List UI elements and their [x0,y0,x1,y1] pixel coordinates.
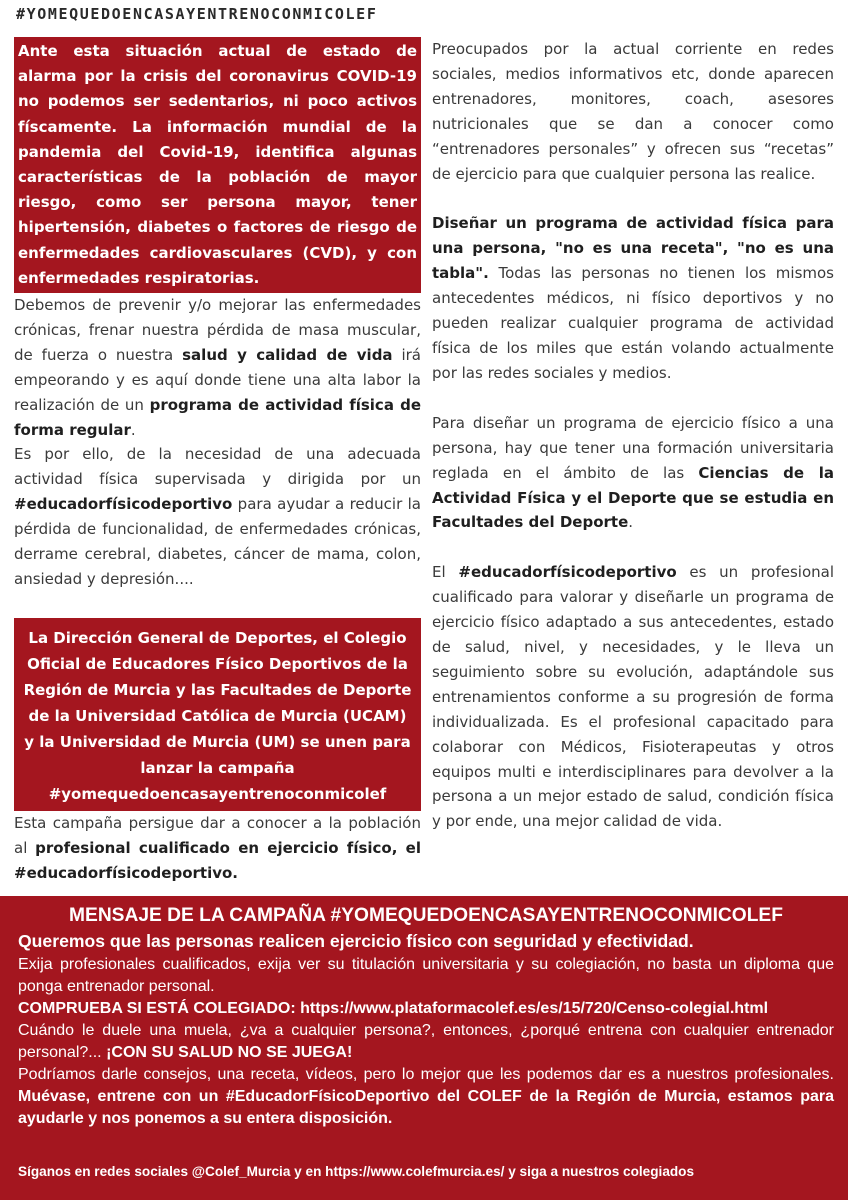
left-column [14,37,421,886]
paragraph-not-a-recipe: Diseñar un programa de actividad física para una persona, "no es una receta", "no es una tabla". Todas las personas no tienen los mismos antecedentes médicos, ni físico deportivos y no pueden realizar cualquier programa de actividad física de los miles que están volando actualmente por las redes sociales y medios. [432,214,834,382]
footer-body [18,928,834,1130]
intro-paragraph: Ante esta situación actual de estado de alarma por la crisis del coronavirus COVID-19 no podemos ser sedentarios, ni poco activos físcamente. La información mundial de la pandemia del Covid-19, identifica algunas características de la población de mayor riesgo, como ser persona mayor, tener hipertensión, diabetes o factores de riesgo de enfermedades cardiovasculares (CVD), y con enfermedades respiratorias. [18,42,417,287]
paragraph-prevention: Debemos de prevenir y/o mejorar las enfermedades crónicas, frenar nuestra pérdida de masa muscular, de fuerza o nuestra salud y calidad de vida irá empeorando y es aquí donde tiene una alta labor la realización de un programa de actividad física de forma regular. [14,296,422,439]
announcement-text: La Dirección General de Deportes, el Colegio Oficial de Educadores Físico Deportivos de la Región de Murcia y las Facultades de Deporte de la Universidad Católica de Murcia (UCAM) y la Universidad de Murcia (UM) se unen para lanzar la campaña #yomequedoencasayentrenoconmicolef [23,628,412,803]
paragraph-campaign-goal: Esta campaña persigue dar a conocer a la población al profesional cualificado en ejercicio físico, el #educadorfísicodeportivo. [14,813,421,882]
footer-advice-text: Podríamos darle consejos, una receta, vídeos, pero lo mejor que les podemos dar es a nuestros profesionales. Muévase, entrene con un #EducadorFísicoDeportivo del COLEF de la Región de Murcia, estamos para ayudarle y nos ponemos a su entera disposición. [18,1066,834,1127]
paragraph-educator-need: Es por ello, de la necesidad de una adecuada actividad física supervisada y dirigida por un #educadorfísicodeportivo para ayudar a reducir la pérdida de funcionalidad, de enfermedades crónicas, derrame cerebral, diabetes, cáncer de mama, colon, ansiedad y depresión.... [14,445,421,588]
footer-qualified-text: Exija profesionales cualificados, exija ver su titulación universitaria y su colegiación, no basta un diploma que ponga entrenador personal. [18,956,834,995]
footer-toothache-text: Cuándo le duele una muela, ¿va a cualquier persona?, entonces, ¿porqué entrena con cualquier entrenador personal?... ¡CON SU SALUD NO SE JUEGA! [18,1022,834,1061]
paragraph-professional-role: El #educadorfísicodeportivo es un profesional cualificado para valorar y diseñarle un programa de ejercicio físico adaptado a sus antecedentes, estado de salud, nivel, y necesidades, y le lleva un seguimiento sobre su evolución, adaptándole sus entrenamientos conforme a su progresión de forma individualizada. Es el profesional capacitado para colaborar con Médicos, Fisioterapeutas y otros equipos multi e interdisciplinares para devolver a la persona a un mejor estado de salud, condición física y por ende, una mejor calidad de vida. [432,563,834,831]
right-column [432,37,834,834]
announcement-box [14,618,421,811]
intro-highlight-box [14,37,421,293]
footer-lead: Queremos que las personas realicen ejercicio físico con seguridad y efectividad. [18,931,694,951]
footer-title: MENSAJE DE LA CAMPAÑA #YOMEQUEDOENCASAYENTRENOCONMICOLEF [69,905,783,926]
page-title: #YOMEQUEDOENCASAYENTRENOCONMICOLEF [16,5,378,23]
paragraph-university-training: Para diseñar un programa de ejercicio físico a una persona, hay que tener una formación universitaria reglada en el ámbito de las Ciencias de la Actividad Física y el Deporte que se estudia en Facultades del Deporte. [432,413,834,532]
footer-follow-us[interactable]: Síganos en redes sociales @Colef_Murcia y en https://www.colefmurcia.es/ y siga a nuestros colegiados [18,1164,695,1179]
paragraph-social-media: Preocupados por la actual corriente en redes sociales, medios informativos etc, donde aparecen entrenadores, monitores, coach, asesores nutricionales que se dan a conocer como “entrenadores personales” y ofrecen sus “recetas” de ejercicio para que cualquier persona las realice. [432,40,834,183]
campaign-message-footer [0,896,848,1200]
footer-check-link[interactable]: COMPRUEBA SI ESTÁ COLEGIADO: https://www.plataformacolef.es/es/15/720/Censo-colegial.html [18,1000,769,1017]
